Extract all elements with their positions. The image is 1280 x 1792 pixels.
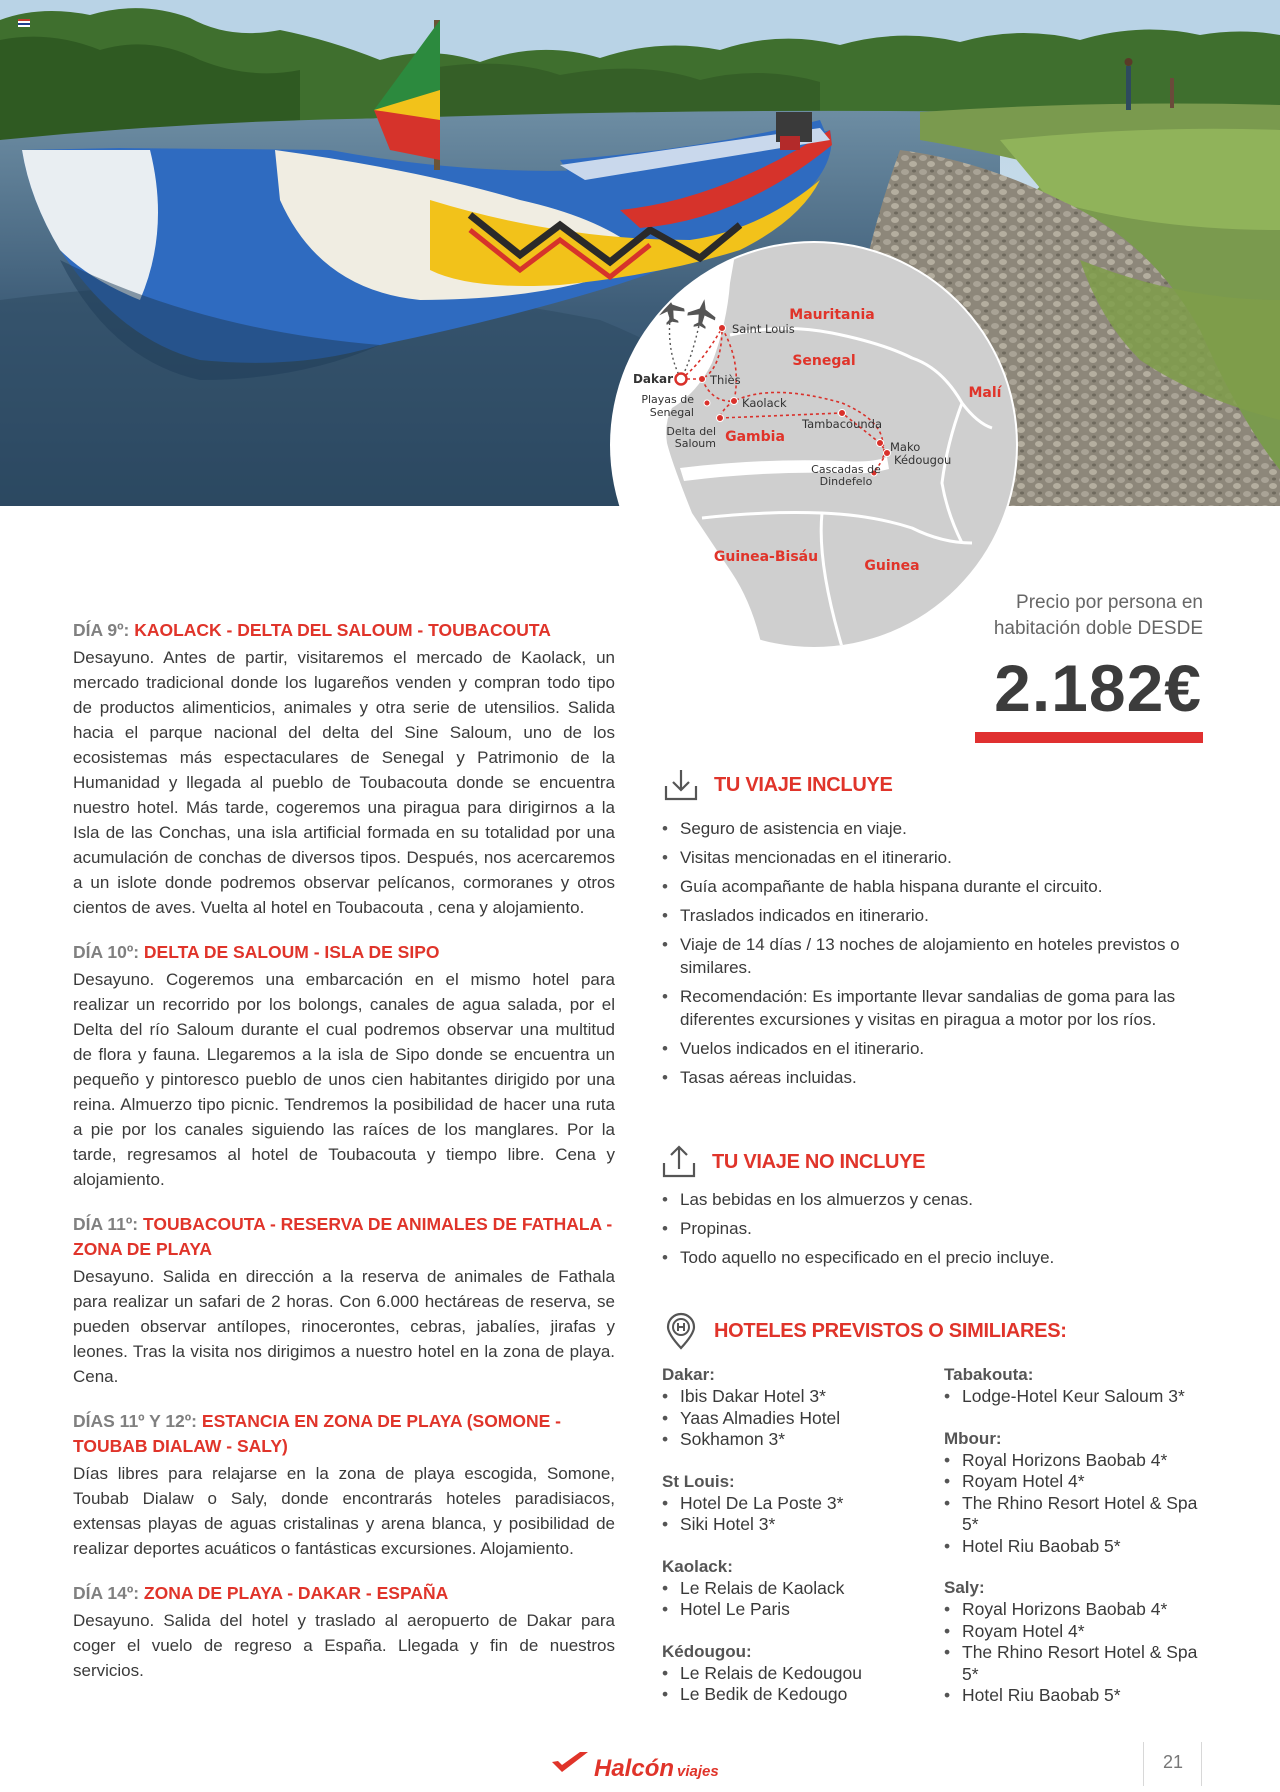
- excludes-title: TU VIAJE NO INCLUYE: [712, 1150, 926, 1173]
- hotel-item: • The Rhino Resort Hotel & Spa 5*: [944, 1642, 1214, 1685]
- hotel-item: • Royal Horizons Baobab 4*: [944, 1450, 1214, 1472]
- hotels-title: HOTELES PREVISTOS O SIMILIARES:: [714, 1319, 1067, 1342]
- hotel-group: [944, 1364, 1214, 1408]
- map-city-cascadas-1: Cascadas de: [811, 463, 881, 476]
- day-number: DÍA 10º:: [73, 942, 140, 962]
- day-title: ESTANCIA EN ZONA DE PLAYA (SOMONE - TOUBAB DIALAW - SALY): [73, 1411, 561, 1456]
- hotel-item: • Sokhamon 3*: [662, 1429, 932, 1451]
- itinerary-column: [73, 618, 615, 1703]
- excludes-list: [662, 1188, 1214, 1275]
- day-title: ZONA DE PLAYA - DAKAR - ESPAÑA: [143, 1583, 449, 1603]
- hotel-group: [662, 1471, 932, 1536]
- halcon-logo[interactable]: [550, 1750, 719, 1783]
- map-city-mako: Mako: [890, 440, 921, 454]
- hotel-city: Kaolack:: [662, 1556, 733, 1576]
- map-country-senegal: Senegal: [792, 353, 856, 369]
- itinerary-day: [73, 1581, 615, 1683]
- hotel-city: Kédougou:: [662, 1641, 752, 1661]
- hotel-item: • Le Bedik de Kedougo: [662, 1684, 932, 1706]
- day-heading: [73, 940, 615, 965]
- day-number: DÍA 9º:: [73, 620, 130, 640]
- list-item: • Viaje de 14 días / 13 noches de alojamiento en hoteles previstos o similares.: [662, 933, 1214, 979]
- day-text: Desayuno. Cogeremos una embarcación en el mismo hotel para realizar un recorrido por los bolongs, canales de agua salada, por el Delta del río Saloum durante el cual podremos observar una multitud de flora y fauna. Llegaremos a la isla de Sipo donde se encuentra un pequeño y pintoresco pueblo de unos cien habitantes dirigido por una reina. Almuerzo tipo picnic. Tendremos la posibilidad de hacer una ruta a pie por los canales siguiendo las raíces de los manglares. Por la tarde, regresamos al hotel de Toubacouta y tiempo libre. Cena y alojamiento.: [73, 970, 615, 1189]
- price-caption-line1: Precio por persona en: [1016, 592, 1203, 613]
- day-title: KAOLACK - DELTA DEL SALOUM - TOUBACOUTA: [134, 620, 551, 640]
- map-city-playas-1: Playas de: [641, 393, 694, 406]
- hotels-right-column: [944, 1364, 1214, 1727]
- map-city-kaolack: Kaolack: [742, 396, 787, 410]
- map-city-kedougou: Kédougou: [894, 453, 952, 467]
- day-number: DÍA 14º:: [73, 1583, 140, 1603]
- list-item: • Todo aquello no especificado en el precio incluye.: [662, 1246, 1214, 1269]
- itinerary-day: [73, 940, 615, 1192]
- hotel-item: • Hotel Riu Baobab 5*: [944, 1536, 1214, 1558]
- list-item: • Tasas aéreas incluidas.: [662, 1066, 1214, 1089]
- hotels-heading: [662, 1312, 1067, 1350]
- includes-list: [662, 817, 1214, 1095]
- excludes-heading: [660, 1143, 925, 1181]
- hotel-item: • The Rhino Resort Hotel & Spa 5*: [944, 1493, 1214, 1536]
- hotel-item: • Royal Horizons Baobab 4*: [944, 1599, 1214, 1621]
- hotel-group: [662, 1641, 932, 1706]
- hotel-item: • Lodge-Hotel Keur Saloum 3*: [944, 1386, 1214, 1408]
- hotel-group: [944, 1577, 1214, 1707]
- hotel-city: Mbour:: [944, 1428, 1002, 1448]
- map-country-guinea-bissau: Guinea-Bisáu: [713, 549, 819, 565]
- upload-tray-icon: [660, 1143, 698, 1181]
- itinerary-day: [73, 1212, 615, 1389]
- list-item: • Seguro de asistencia en viaje.: [662, 817, 1214, 840]
- hotel-item: • Royam Hotel 4*: [944, 1471, 1214, 1493]
- language-flag-icon: [18, 19, 30, 27]
- hotel-item: • Hotel De La Poste 3*: [662, 1493, 932, 1515]
- map-city-delta-1: Delta del: [666, 425, 716, 438]
- list-item: • Las bebidas en los almuerzos y cenas.: [662, 1188, 1214, 1211]
- list-item: • Traslados indicados en itinerario.: [662, 904, 1214, 927]
- list-item: • Recomendación: Es importante llevar sandalias de goma para las diferentes excursiones y visitas en piragua a motor por los ríos.: [662, 985, 1214, 1031]
- day-heading: [73, 618, 615, 643]
- hotel-group: [944, 1428, 1214, 1558]
- city-dot-dakar: [676, 374, 687, 385]
- hotel-item: • Le Relais de Kaolack: [662, 1578, 932, 1600]
- itinerary-day: [73, 618, 615, 920]
- hotels-left-column: [662, 1364, 932, 1726]
- list-item: • Visitas mencionadas en el itinerario.: [662, 846, 1214, 869]
- hotel-item: • Siki Hotel 3*: [662, 1514, 932, 1536]
- includes-heading: [662, 766, 893, 804]
- hotel-pin-icon: [662, 1312, 700, 1350]
- map-city-dakar: Dakar: [632, 372, 673, 386]
- list-item: • Vuelos indicados en el itinerario.: [662, 1037, 1214, 1060]
- list-item: • Propinas.: [662, 1217, 1214, 1240]
- map-country-mali: Malí: [968, 385, 1002, 401]
- hotel-item: • Le Relais de Kedougou: [662, 1663, 932, 1685]
- route-map: [612, 243, 1016, 647]
- hotel-item: • Ibis Dakar Hotel 3*: [662, 1386, 932, 1408]
- hotel-city: Saly:: [944, 1578, 985, 1597]
- map-city-delta-2: Saloum: [674, 437, 716, 450]
- price-value: 2.182€: [994, 651, 1202, 725]
- price-caption-line2: habitación doble DESDE: [993, 618, 1203, 639]
- hotel-item: • Yaas Almadies Hotel: [662, 1408, 932, 1430]
- hotel-item: • Royam Hotel 4*: [944, 1621, 1214, 1643]
- map-city-saint-louis: Saint Louis: [732, 322, 795, 336]
- hotel-item: • Hotel Riu Baobab 5*: [944, 1685, 1214, 1707]
- map-country-gambia: Gambia: [725, 429, 785, 445]
- brand-sub: viajes: [677, 1763, 719, 1780]
- map-city-thies: Thiès: [710, 373, 741, 387]
- day-heading: [73, 1409, 615, 1459]
- day-heading: [73, 1581, 615, 1606]
- page-number: 21: [1162, 1752, 1184, 1772]
- day-title: DELTA DE SALOUM - ISLA DE SIPO: [143, 942, 440, 962]
- halcon-check-icon: [550, 1750, 590, 1776]
- hotel-item: • Hotel Le Paris: [662, 1599, 932, 1621]
- map-country-guinea: Guinea: [864, 558, 920, 574]
- map-country-mauritania: Mauritania: [789, 307, 875, 323]
- price-underline-bar: [975, 732, 1203, 743]
- brand-name: Halcón: [594, 1755, 675, 1782]
- map-city-cascadas-2: Dindefelo: [819, 475, 873, 488]
- day-text: Desayuno. Salida en dirección a la reserva de animales de Fathala para realizar un safari de 2 horas. Con 6.000 hectáreas de reserva, se pueden observar antílopes, rinocerontes, cebras, jabalíes, jirafas y leones. Tras la visita nos dirigimos a nuestro hotel en la zona de playa. Cena.: [73, 1267, 615, 1386]
- hotel-city: Tabakouta:: [944, 1365, 1034, 1384]
- map-city-playas-2: Senegal: [649, 406, 694, 419]
- day-text: Días libres para relajarse en la zona de playa escogida, Somone, Toubab Dialaw o Saly, donde encontrarás hoteles paradisiacos, extensas playas de aguas cristalinas y arena blanca, y posibilidad de realizar deportes acuáticos o fantásticas excursiones. Alojamiento.: [73, 1464, 615, 1558]
- hotel-city: Dakar:: [662, 1365, 715, 1384]
- map-city-tambacounda: Tambacounda: [802, 417, 883, 431]
- day-heading: [73, 1212, 615, 1262]
- hotel-group: [662, 1364, 932, 1451]
- day-title: TOUBACOUTA - RESERVA DE ANIMALES DE FATHALA - ZONA DE PLAYA: [73, 1214, 613, 1259]
- includes-title: TU VIAJE INCLUYE: [714, 773, 893, 796]
- city-dot: [719, 325, 726, 332]
- itinerary-day: [73, 1409, 615, 1561]
- day-text: Desayuno. Salida del hotel y traslado al aeropuerto de Dakar para coger el vuelo de regreso a España. Llegada y fin de nuestros servicios.: [73, 1611, 615, 1680]
- day-number: DÍA 11º:: [73, 1214, 139, 1234]
- hotel-group: [662, 1556, 932, 1621]
- download-tray-icon: [662, 766, 700, 804]
- day-number: DÍAS 11º Y 12º:: [73, 1411, 198, 1431]
- price-caption: [943, 590, 1203, 642]
- hotel-city: St Louis:: [662, 1471, 735, 1491]
- list-item: • Guía acompañante de habla hispana durante el circuito.: [662, 875, 1214, 898]
- day-text: Desayuno. Antes de partir, visitaremos el mercado de Kaolack, un mercado tradicional donde los lugareños venden y compran todo tipo de productos alimenticios, animales y otra serie de utensilios. Salida hacia el parque nacional del delta del Sine Saloum, uno de los ecosistemas más espectaculares de Senegal y Patrimonio de la Humanidad y llegada al pueblo de Toubacouta donde se encuentra nuestro hotel. Más tarde, cogeremos una piragua para dirigirnos a la Isla de las Conchas, una isla artificial formada en su totalidad por una acumulación de conchas de diversos tipos. Después, nos acercaremos a un islote donde podremos observar pelícanos, cormoranes y otros cientos de aves. Vuelta al hotel en Toubacouta , cena y alojamiento.: [73, 648, 615, 917]
